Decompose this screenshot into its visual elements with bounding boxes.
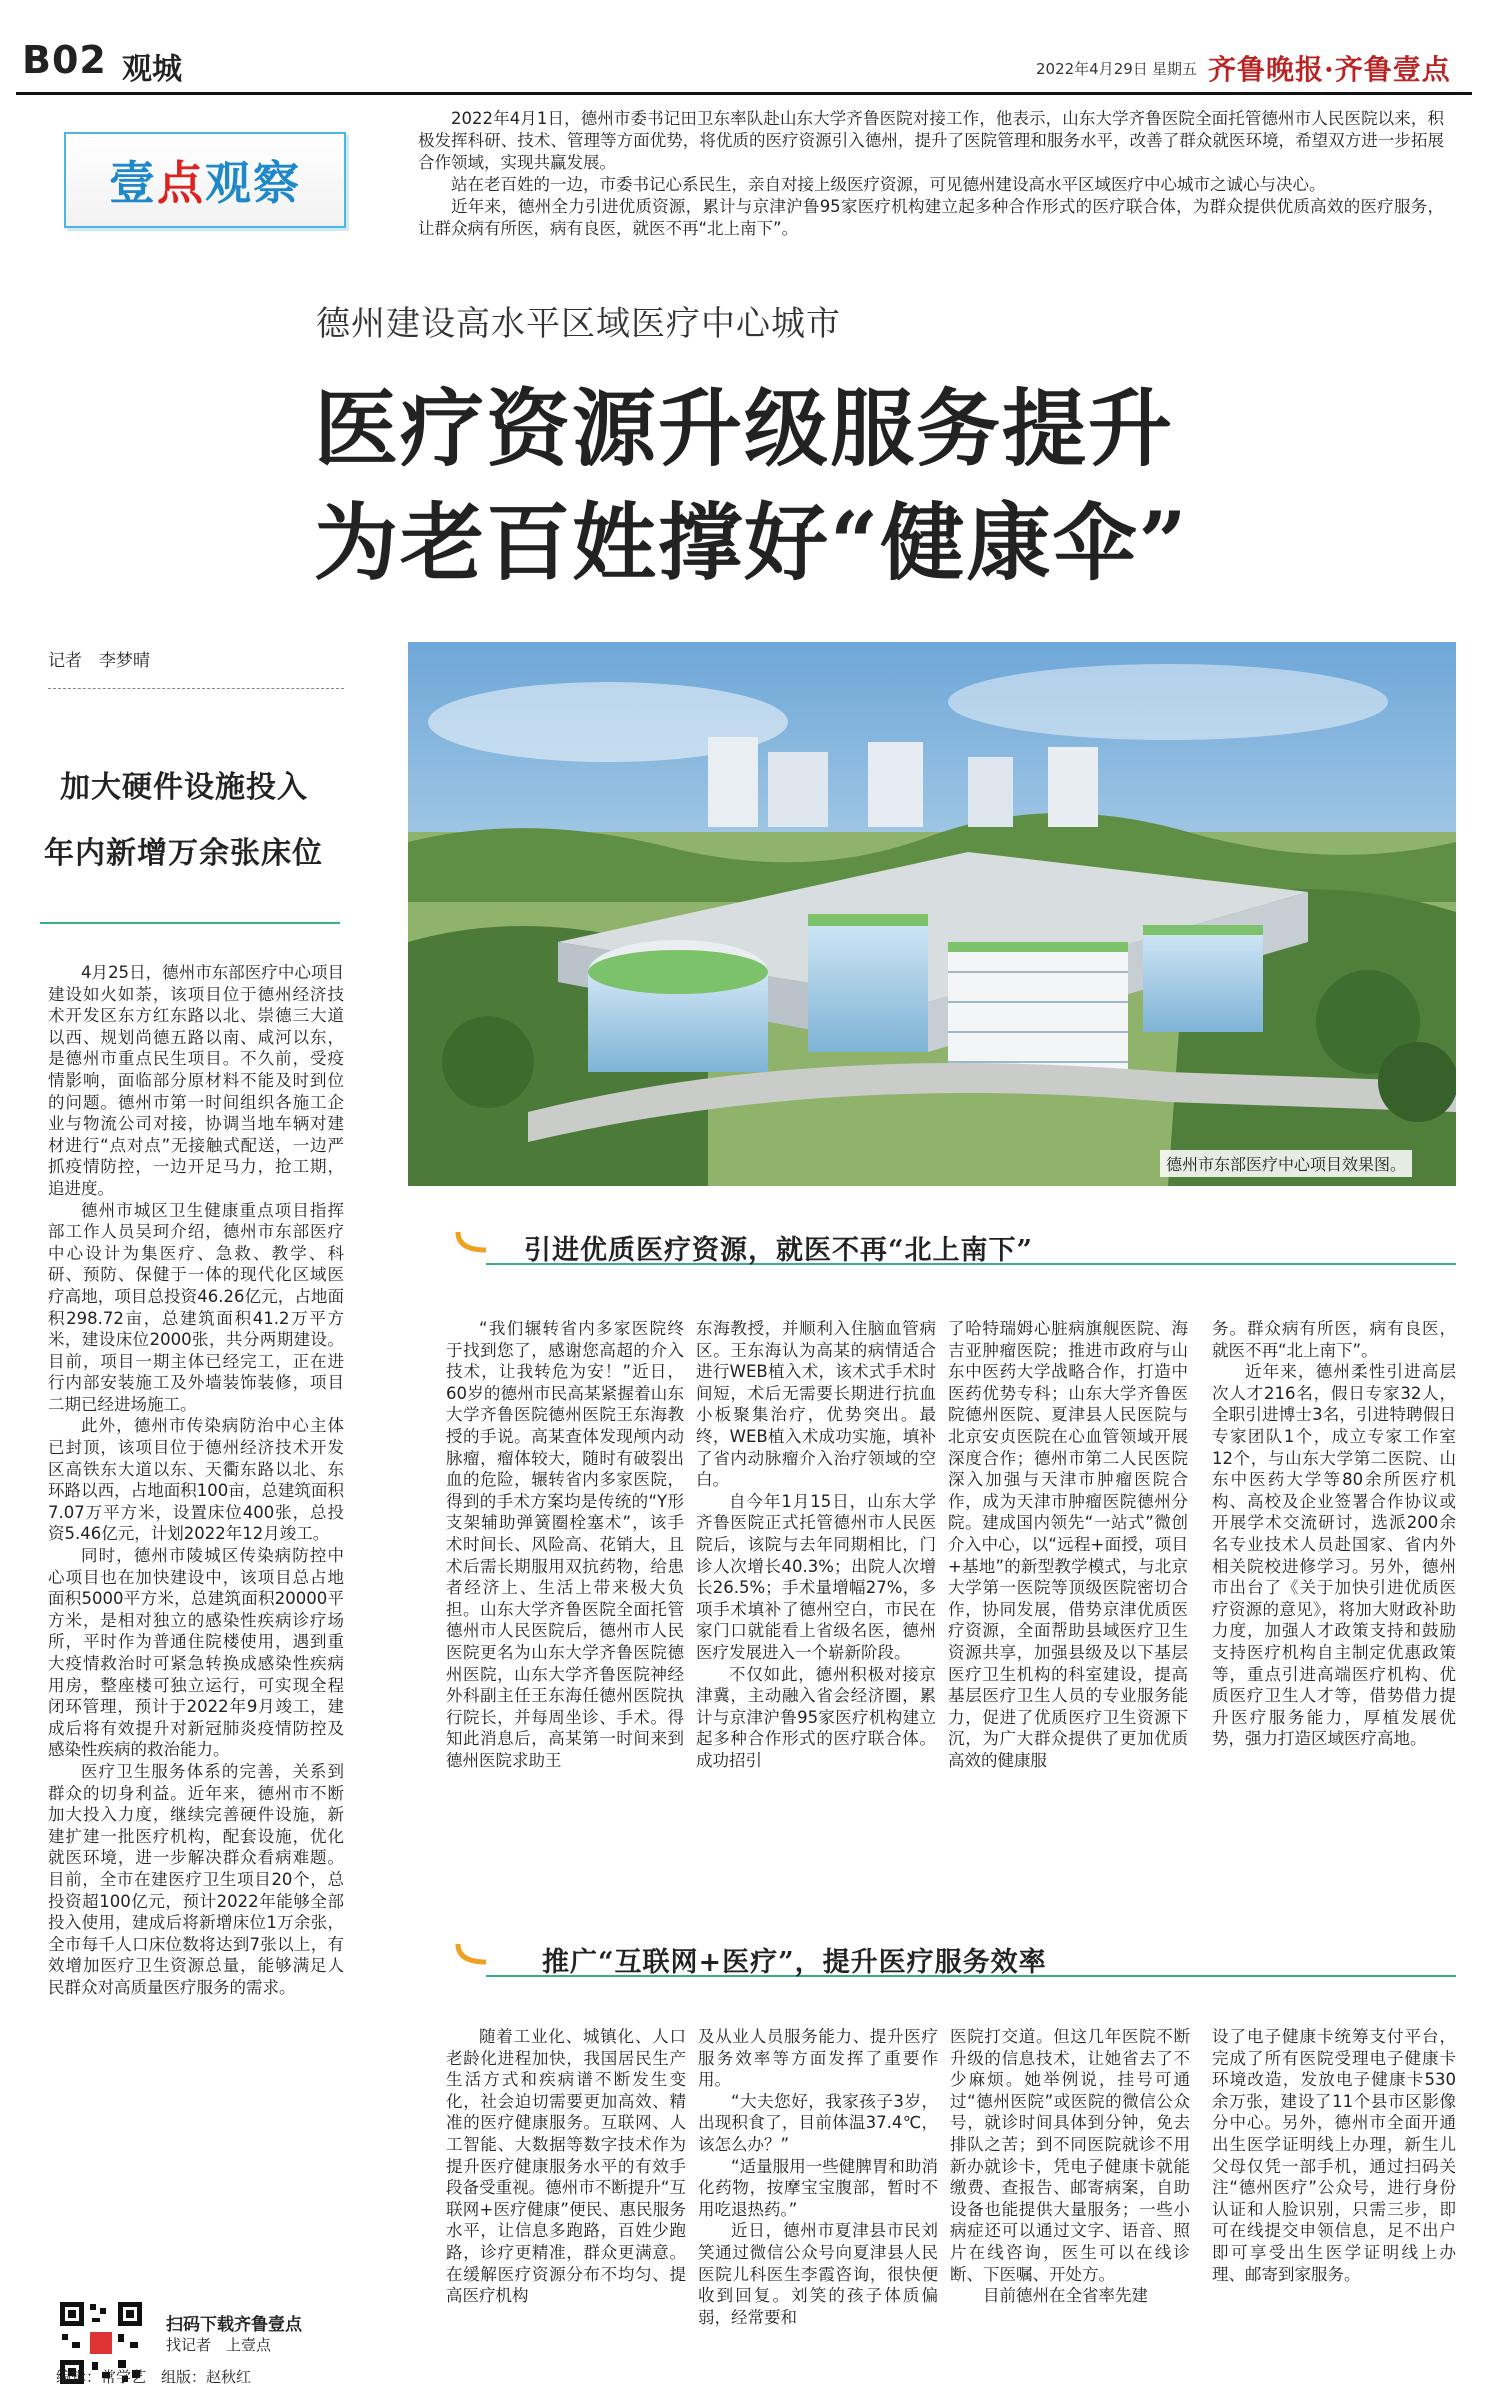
headline-line-2: 为老百姓撑好“健康伞”	[314, 493, 1189, 592]
qr-title: 扫码下载齐鲁壹点	[166, 2315, 302, 2335]
hospital-rendering-photo	[408, 642, 1456, 1186]
paragraph: “我们辗转省内多家医院终于找到您了，感谢您高超的介入技术，让我转危为安！”近日，60岁的德州市民高某紧握着山东大学齐鲁医院德州医院王东海教授的手说。高某查体发现颅内动脉瘤，瘤体较大，随时有破裂出血的危险，辗转省内多家医院，得到的手术方案均是传统的“Y形支架辅助弹簧圈栓塞术”，该手术时间长、风险高、花销大，且术后需长期服用双抗药物，给患者经济上、生活上带来极大负担。山东大学齐鲁医院全面托管德州市人民医院后，德州市人民医院更名为山东大学齐鲁医院德州医院，山东大学齐鲁医院神经外科副主任王东海任德州医院执行院长，并每周坐诊、手术。得知此消息后，高某第一时间来到德州医院求助王	[446, 1319, 684, 1770]
section-2-title: 引进优质医疗资源，就医不再“北上南下”	[524, 1235, 1034, 1266]
paragraph: 不仅如此，德州积极对接京津冀，主动融入省会经济圈，累计与京津沪鲁95家医疗机构建立起多种合作形式的医疗联合体。成功招引	[696, 1664, 936, 1770]
section-3-col-2	[698, 2026, 938, 2328]
lead-paragraph: 站在老百姓的一边，市委书记心系民生，亲自对接上级医疗资源，可见德州建设高水平区域医疗中心城市之诚心与决心。	[451, 175, 1326, 194]
section-2-col-1	[446, 1318, 684, 1771]
section-2-col-3	[948, 1318, 1188, 1771]
hospital-rendering-illustration	[408, 642, 1456, 1186]
paragraph: 设了电子健康卡统筹支付平台，完成了所有医院受理电子健康卡环境改造，发放电子健康卡530余万张，建设了11个县市区影像分中心。另外，德州市全面开通出生医学证明线上办理，新生儿父母仅凭一部手机，通过扫码关注“德州医疗”公众号，进行身份认证和人脸识别，只需三步，即可在线提交申领信息，足不出户即可享受出生医学证明线上办理、邮寄到家服务。	[1212, 2027, 1456, 2284]
column-badge: 壹点观察	[64, 132, 346, 228]
paragraph: 务。群众病有所医，病有良医，就医不再“北上南下”。	[1212, 1319, 1456, 1360]
paragraph: 4月25日，德州市东部医疗中心项目建设如火如荼，该项目位于德州经济技术开发区东方红东路以北、崇德三大道以西、规划尚德五路以南、咸河以东，是德州市重点民生项目。不久前，受疫情影响，面临部分原材料不能及时到位的问题。德州市第一时间组织各施工企业与物流公司对接，协调当地车辆对建材进行“点对点”无接触式配送，一边严抓疫情防控，一边开足马力，抢工期，追进度。	[48, 963, 344, 1198]
paragraph: 近日，德州市夏津县市民刘笑通过微信公众号向夏津县人民医院儿科医生李霞咨询，很快便收到回复。刘笑的孩子体质偏弱，经常要和	[698, 2221, 938, 2327]
section-2-col-2	[696, 1318, 936, 1771]
headline-kicker: 德州建设高水平区域医疗中心城市	[316, 304, 841, 344]
paragraph: “适量服用一些健脾胃和助消化药物，按摩宝宝腹部，暂时不用吃退热药。”	[698, 2156, 938, 2219]
headline-line-1: 医疗资源升级服务提升	[314, 379, 1175, 478]
qr-subtitle: 找记者 上壹点	[166, 2336, 272, 2354]
section-3-col-3	[950, 2026, 1190, 2307]
lead-paragraph: 近年来，德州全力引进优质资源，累计与京津沪鲁95家医疗机构建立起多种合作形式的医疗联合体，为群众提供优质高效的医疗服务，让群众病有所医，病有良医，就医不再“北上南下”。	[418, 197, 1444, 238]
header-rule	[16, 92, 1472, 95]
page-number: B02	[22, 38, 107, 82]
byline-divider	[48, 688, 344, 689]
section-3-title: 推广“互联网+医疗”，提升医疗服务效率	[542, 1947, 1047, 1978]
paragraph: 医疗卫生服务体系的完善，关系到群众的切身利益。近年来，德州市不断加大投入力度，继续完善硬件设施，新建扩建一批医疗机构，配套设施，优化就医环境，进一步解决群众看病难题。目前，全市在建医疗卫生项目20个，总投资超100亿元，预计2022年能够全部投入使用，建成后将新增床位1万余张，全市每千人口床位数将达到7张以上，有效增加医疗卫生资源总量，能够满足人民群众对高质量医疗服务的需求。	[48, 1761, 344, 1997]
reporter-byline: 记者 李梦晴	[48, 651, 150, 671]
paragraph: 东海教授，并顺利入住脑血管病区。王东海认为高某的病情适合进行WEB植入术，该术式手术时间短，术后无需要长期进行抗血小板聚集治疗，优势突出。最终，WEB植入术成功实施，填补了省内动脉瘤介入治疗领域的空白。	[696, 1319, 936, 1490]
paragraph: 及从业人员服务能力、提升医疗服务效率等方面发挥了重要作用。	[698, 2027, 938, 2090]
paragraph: 医院打交道。但这几年医院不断升级的信息技术，让她省去了不少麻烦。她举例说，挂号可通过“德州医院”或医院的微信公众号，就诊时间具体到分钟，免去排队之苦；到不同医院就诊不用新办就诊卡，凭电子健康卡就能缴费、查报告、邮寄病案，自助设备也能提供大量服务；一些小病症还可以通过文字、语音、照片在线咨询，医生可以在线诊断、下医嘱、开处方。	[950, 2027, 1190, 2284]
paragraph: 了哈特瑞姆心脏病旗舰医院、海吉亚肿瘤医院；推进市政府与山东中医药大学战略合作，打造中医药优势专科；山东大学齐鲁医院德州医院、夏津县人民医院与北京安贞医院在心血管领域开展深度合作；德州市第二人民医院深入加强与天津市肿瘤医院合作，成为天津市肿瘤医院德州分院。建成国内领先“一站式”微创介入中心，以“远程+面授，项目+基地”的新型教学模式，与北京大学第一医院等顶级医院密切合作，协同发展，借势京津优质医疗资源，全面帮助县域医疗卫生资源共享，加强县级及以下基层医疗卫生机构的科室建设，提高基层医疗卫生人员的专业服务能力，促进了优质医疗卫生资源下沉，为广大群众提供了更加优质高效的健康服	[948, 1319, 1188, 1770]
issue-date: 2022年4月29日	[1036, 60, 1148, 78]
paragraph: 随着工业化、城镇化、人口老龄化进程加快，我国居民生产生活方式和疾病谱不断发生变化，社会迫切需要更加高效、精准的医疗健康服务。互联网、人工智能、大数据等数字技术作为提升医疗健康服务水平的有效手段备受重视。德州市不断提升“互联网+医疗健康”便民、惠民服务水平，让信息多跑路，百姓少跑路，诊疗更精准，群众更满意。在缓解医疗资源分布不均匀、提高医疗机构	[446, 2027, 686, 2306]
section-2-col-4	[1212, 1318, 1456, 1750]
subheading-1-line-2: 年内新增万余张床位	[44, 836, 323, 871]
section-3-col-1	[446, 2026, 686, 2307]
editor-credits: 编辑：常学艺 组版：赵秋红	[56, 2368, 252, 2386]
paragraph: 德州市城区卫生健康重点项目指挥部工作人员吴珂介绍，德州市东部医疗中心设计为集医疗、急救、教学、科研、预防、保健于一体的现代化区域医疗高地，项目总投资46.26亿元，占地面积298.72亩，总建筑面积41.2万平方米，建设床位2000张，共分两期建设。目前，项目一期主体已经完工，正在进行内部安装施工及外墙装饰装修，项目二期已经进场施工。	[48, 1200, 344, 1414]
paragraph: 近年来，德州柔性引进高层次人才216名，假日专家32人，全职引进博士3名，引进特聘假日专家团队1个，成立专家工作室12个，与山东大学第二医院、山东中医药大学等80余所医疗机构、高校及企业签署合作协议或开展学术交流研讨，选派200余名专业技术人员赴国家、省内外相关院校进修学习。另外，德州市出台了《关于加快引进优质医疗资源的意见》，将加大财政补助力度，加强人才政策支持和鼓励支持医疗机构自主制定优惠政策等，重点引进高端医疗机构、优质医疗卫生人才等，借势借力提升医疗服务能力，厚植发展优势，强力打造区域医疗高地。	[1212, 1362, 1456, 1749]
section-3-col-4	[1212, 2026, 1456, 2285]
paragraph: 同时，德州市陵城区传染病防控中心项目也在加快建设中，该项目总占地面积5000平方米，总建筑面积20000平方米，是相对独立的感染性疾病诊疗场所，平时作为普通住院楼使用，遇到重大疫情救治时可紧急转换成感染性疾病用房，整座楼可独立运行，可实现全程闭环管理，预计于2022年9月竣工，建成后将有效提升对新冠肺炎疫情防控及感染性疾病的救治能力。	[48, 1546, 344, 1760]
left-column	[48, 962, 344, 1999]
newspaper-brand: 齐鲁晚报·齐鲁壹点	[1208, 53, 1451, 86]
issue-weekday: 星期五	[1152, 60, 1198, 78]
paragraph: 自今年1月15日，山东大学齐鲁医院正式托管德州市人民医院后，该院与去年同期相比，门诊人次增长40.3%；出院人次增长26.5%；手术量增幅27%，多项手术填补了德州空白，市民在家门口就能看上省级名医，德州医疗发展进入一个崭新阶段。	[696, 1491, 936, 1662]
lead-paragraph: 2022年4月1日，德州市委书记田卫东率队赴山东大学齐鲁医院对接工作，他表示，山东大学齐鲁医院全面托管德州市人民医院以来，积极发挥科研、技术、管理等方面优势，将优质的医疗资源引入德州，提升了医院管理和服务水平，改善了群众就医环境，希望双方进一步拓展合作领域，实现共赢发展。	[418, 109, 1444, 172]
article-lead	[418, 108, 1444, 240]
section-name: 观城	[122, 52, 182, 87]
paragraph: “大夫您好，我家孩子3岁，出现积食了，目前体温37.4℃，该怎么办？”	[698, 2091, 938, 2154]
paragraph: 此外，德州市传染病防治中心主体已封顶，该项目位于德州经济技术开发区高铁东大道以东、天衢东路以北、东环路以西，占地面积100亩，总建筑面积7.07万平方米，设置床位400张，总投资5.46亿元，计划2022年12月竣工。	[48, 1416, 344, 1544]
subheading-rule	[40, 922, 340, 924]
subheading-1-line-1: 加大硬件设施投入	[60, 770, 308, 805]
photo-caption: 德州市东部医疗中心项目效果图。	[1160, 1150, 1412, 1177]
paragraph: 目前德州在全省率先建	[983, 2286, 1148, 2306]
